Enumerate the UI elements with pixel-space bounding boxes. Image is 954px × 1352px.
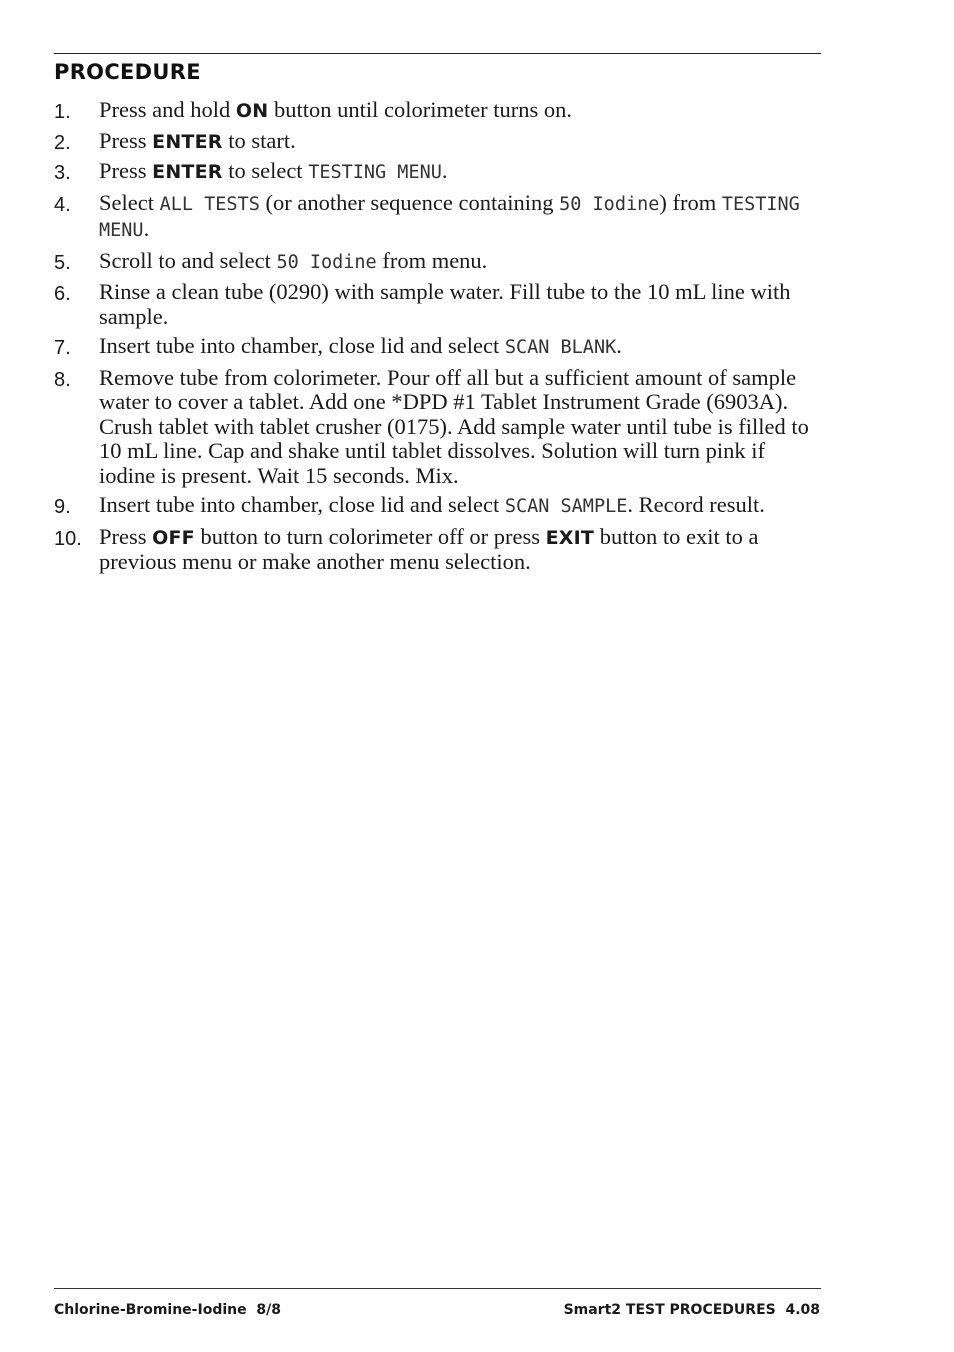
display-text-50-iodine: 50 Iodine [559,193,660,215]
step-text: Select [99,189,160,215]
step-number: 3. [54,162,71,184]
step-number: 1. [54,101,71,123]
step-text: Press [99,158,153,183]
key-exit: EXIT [545,526,595,549]
step-3 [54,159,822,186]
step-text: Press [99,523,153,549]
step-number: 8. [54,368,71,391]
procedure-list [54,98,822,580]
step-10 [54,525,822,575]
step-text: to start. [222,127,296,153]
step-number: 6. [54,283,71,305]
footer-rule [54,1288,821,1289]
step-text: Remove tube from colorimeter. Pour off all but a sufficient amount of sample water to cover a tablet. Add one *DPD #1 Tablet Instrument Grade (6903A). Crush tablet with tablet crusher (0175). Add sample water until tube is filled to 10 mL line. Cap and shake until tablet dissolves. Solution will turn pink if iodine is present. Wait 15 seconds. Mix. [99,364,809,488]
step-text: Press [99,127,153,153]
step-9 [54,493,822,520]
display-text-scan-blank: SCAN BLANK [504,337,617,358]
display-text-scan-sample: SCAN SAMPLE [504,496,628,517]
footer-section-label: Chlorine-Bromine-Iodine 8/8 [54,1302,281,1318]
step-number: 9. [54,496,71,518]
step-text: . [441,158,448,183]
section-heading: PROCEDURE [54,60,201,84]
step-text: . [616,333,622,358]
step-text: . Record result. [627,492,765,517]
display-text-all-tests: ALL TESTS [159,193,260,215]
key-on: ON [235,100,269,122]
step-text: Press and hold [99,97,236,122]
step-8 [54,366,822,489]
step-1 [54,98,822,124]
step-2 [54,129,822,155]
step-text: (or another sequence containing [259,189,560,215]
step-text: Insert tube into chamber, close lid and select [99,492,505,517]
step-number: 10. [54,527,82,550]
display-text-testing-menu: TESTING MENU [308,162,442,183]
step-4 [54,191,822,244]
step-number: 2. [54,131,71,154]
key-enter: ENTER [152,130,223,153]
step-text: button to turn colorimeter off or press [194,523,546,549]
step-number: 4. [54,193,71,216]
step-text: button to exit to a previous menu or make another menu selection. [99,523,759,574]
step-text: Insert tube into chamber, close lid and select [99,333,505,358]
footer-page-label: Smart2 TEST PROCEDURES 4.08 [563,1302,820,1318]
step-text: to select [222,158,309,183]
step-7 [54,334,822,361]
display-text-50-iodine: 50 Iodine [276,251,377,273]
step-number: 7. [54,337,71,359]
step-5 [54,249,822,276]
step-text: button until colorimeter turns on. [268,97,573,122]
key-off: OFF [152,526,195,549]
header-rule [54,53,821,54]
step-6 [54,280,822,329]
display-text-testing-menu: TESTING MENU [99,193,800,241]
step-text: Scroll to and select [99,247,277,273]
step-text: from menu. [376,247,488,273]
key-enter: ENTER [152,161,223,183]
step-text: Rinse a clean tube (0290) with sample water. Fill tube to the 10 mL line with sample. [99,279,791,329]
step-text: . [143,216,150,241]
step-number: 5. [54,251,71,274]
step-text: ) from [659,189,722,215]
